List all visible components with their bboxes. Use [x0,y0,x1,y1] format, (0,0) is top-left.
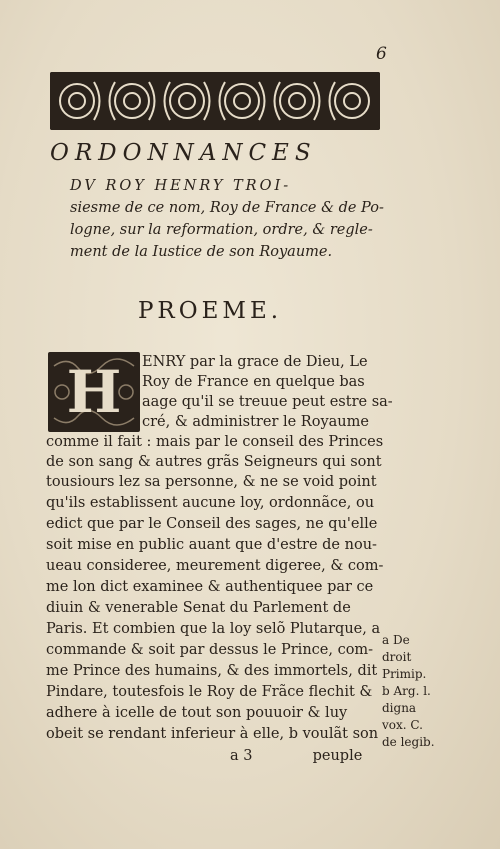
text-line: Roy de France en quelque bas [142,374,365,390]
signature-mark: a 3 [230,748,253,764]
text-line: edict que par le Conseil des sages, ne qu'elle [46,516,378,532]
text-line: de son sang & autres grãs Seigneurs qui sont [46,454,382,470]
text-line: ENRY par la grace de Dieu, Le [142,354,368,370]
catchword: peuple [312,748,363,764]
text-line: me lon dict examinee & authentiquee par ce [46,579,374,595]
title-line: siesme de ce nom, Roy de France & de Po- [70,200,384,216]
dropcap-letter: H [66,358,122,426]
page-footer [230,748,390,764]
marginal-note: Primip. [382,667,427,681]
title-main: ORDONNANCES [50,140,317,166]
text-line: commande & soit par dessus le Prince, com- [46,642,374,658]
text-line: obeit se rendant inferieur à elle, b voulãt son [46,726,379,742]
text-line: tousiours lez sa personne, & ne se void point [46,474,377,490]
title-line: ment de la Iustice de son Royaume. [70,244,333,260]
decorative-headpiece [50,72,380,130]
section-heading: PROEME. [137,298,283,324]
marginal-note: digna [382,701,417,715]
text-line: qu'ils establissent aucune loy, ordonnãce, ou [46,495,375,511]
marginal-note: de legib. [382,735,435,749]
marginal-note: vox. C. [382,718,423,732]
text-line: aage qu'il se treuue peut estre sa- [142,394,393,410]
title-line: logne, sur la reformation, ordre, & regle- [70,222,373,238]
decorative-initial [48,352,140,432]
marginal-note: b Arg. l. [382,684,431,698]
text-line: ueau consideree, meurement digeree, & com- [46,558,384,574]
text-line: adhere à icelle de tout son pouuoir & luy [46,705,348,721]
text-line: Pindare, toutesfois le Roy de Frãce flechit & [46,684,373,700]
marginal-note: droit [382,650,412,664]
marginal-note: a De [382,633,410,647]
text-line: me Prince des humains, & des immortels, dit [46,663,378,679]
marginal-notes [382,632,462,751]
text-line: soit mise en public auant que d'estre de nou- [46,537,377,553]
text-line: comme il fait : mais par le conseil des Princes [46,434,384,450]
folio-number: 6 [376,44,387,64]
title-line: DV ROY HENRY TROI- [70,178,292,194]
text-line: diuin & venerable Senat du Parlement de [46,600,351,616]
title-subtitle [70,175,390,263]
text-line: cré, & administrer le Royaume [142,414,369,430]
text-line: Paris. Et combien que la loy selõ Plutarque, a [46,621,381,637]
